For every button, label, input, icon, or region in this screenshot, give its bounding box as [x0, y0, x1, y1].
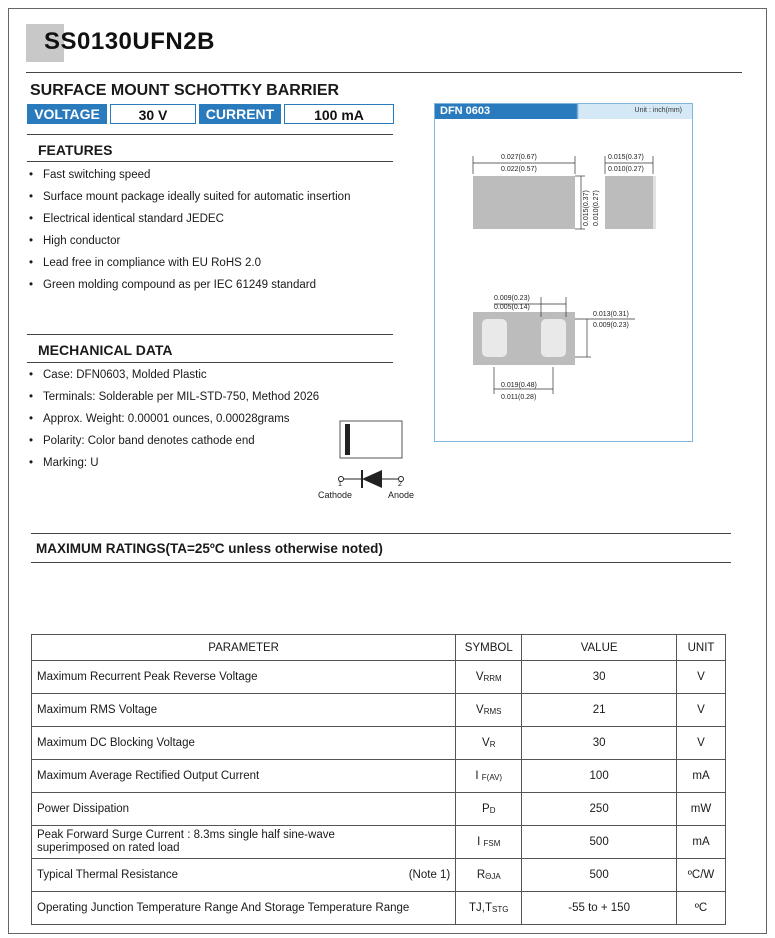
features-list [29, 168, 350, 300]
param-cell [32, 727, 456, 760]
product-subtitle: SURFACE MOUNT SCHOTTKY BARRIER [30, 82, 340, 99]
side-view-body [605, 176, 653, 229]
ratings-table [31, 634, 726, 925]
symbol-sub: D [489, 806, 496, 815]
param-note: (Note 1) [408, 869, 451, 881]
dim-height-max: 0.015(0.37) [583, 190, 590, 226]
symbol-sub: FSM [483, 839, 501, 848]
dim-side-min: 0.010(0.27) [608, 166, 644, 173]
symbol-main: I [475, 770, 482, 782]
dim-pad-max: 0.009(0.23) [494, 295, 530, 302]
dim-pad-min: 0.005(0.14) [494, 304, 530, 311]
top-view-body [473, 176, 575, 229]
symbol-main: R [476, 869, 486, 881]
value-cell: 30 [522, 727, 677, 760]
param-cell [32, 826, 456, 859]
cathode-band [345, 424, 350, 455]
package-name: DFN 0603 [440, 105, 491, 117]
list-item: • Approx. Weight: 0.00001 ounces, 0.00028grams [29, 412, 319, 434]
anode-label: Anode [388, 490, 415, 500]
value-cell: 250 [522, 793, 677, 826]
symbol-sub: F(AV) [481, 773, 503, 782]
unit-cell: ºC/W [677, 859, 726, 892]
unit-cell: V [677, 661, 726, 694]
symbol-sub: STG [492, 905, 509, 914]
param-cell [32, 859, 456, 892]
pin2-label: 2 [398, 481, 402, 488]
symbol-main: P [482, 803, 490, 815]
symbol-main: TJ,T [469, 902, 493, 914]
param-text: Maximum Average Rectified Output Current [37, 770, 260, 782]
mechanical-list [29, 368, 319, 478]
dim-side-max: 0.015(0.37) [608, 154, 644, 161]
package-unit: Unit : inch(mm) [634, 107, 682, 114]
symbol-main: V [476, 704, 484, 716]
param-text: Typical Thermal Resistance [37, 869, 179, 881]
table-row [32, 892, 726, 925]
param-text: Maximum RMS Voltage [37, 704, 158, 716]
side-view-edge [653, 176, 656, 229]
ratings-body [32, 661, 726, 925]
features-top-rule [27, 134, 393, 135]
param-text: Maximum DC Blocking Voltage [37, 737, 195, 749]
dim-gap-max: 0.019(0.48) [501, 382, 537, 389]
value-cell: 30 [522, 661, 677, 694]
col-parameter: PARAMETER [32, 635, 456, 661]
value-cell: -55 to + 150 [522, 892, 677, 925]
value-cell: 500 [522, 859, 677, 892]
dim-length-min: 0.022(0.57) [501, 166, 537, 173]
table-row [32, 859, 726, 892]
table-header-row [32, 635, 726, 661]
mechanical-top-rule [27, 334, 393, 335]
dim-pad-height-min: 0.009(0.23) [593, 322, 629, 329]
symbol-main: I [477, 836, 484, 848]
list-item: • Polarity: Color band denotes cathode end [29, 434, 319, 456]
right-pad [541, 319, 566, 357]
symbol-sub: ΘJA [485, 872, 501, 881]
dim-pad-height-max: 0.013(0.31) [593, 311, 629, 318]
param-text: Power Dissipation [37, 803, 130, 815]
dim-length-max: 0.027(0.67) [501, 154, 537, 161]
param-text: Peak Forward Surge Current : 8.3ms single half sine-wave superimposed on rated load [37, 829, 335, 854]
symbol-sub: RRM [483, 674, 502, 683]
list-item: • High conductor [29, 234, 350, 256]
mechanical-bottom-rule [27, 362, 393, 363]
unit-cell: mW [677, 793, 726, 826]
list-item: • Lead free in compliance with EU RoHS 2.0 [29, 256, 350, 278]
list-item: • Case: DFN0603, Molded Plastic [29, 368, 319, 390]
symbol-main: V [475, 671, 484, 683]
title-divider [26, 72, 742, 73]
unit-cell: V [677, 694, 726, 727]
package-outline-panel [434, 103, 693, 442]
voltage-label: VOLTAGE [27, 104, 107, 124]
param-cell [32, 661, 456, 694]
symbol-cell [456, 826, 522, 859]
symbol-sub: R [489, 740, 496, 749]
features-bottom-rule [27, 161, 393, 162]
symbol-cell [456, 859, 522, 892]
symbol-cell [456, 760, 522, 793]
dim-gap-min: 0.011(0.28) [501, 394, 537, 401]
symbol-main: V [482, 737, 490, 749]
value-cell: 100 [522, 760, 677, 793]
list-item: • Electrical identical standard JEDEC [29, 212, 350, 234]
unit-cell: mA [677, 760, 726, 793]
param-cell [32, 892, 456, 925]
left-pad [482, 319, 507, 357]
col-unit: UNIT [677, 635, 726, 661]
symbol-cell [456, 727, 522, 760]
current-value: 100 mA [284, 104, 394, 124]
param-cell [32, 760, 456, 793]
value-cell: 500 [522, 826, 677, 859]
mechanical-title: MECHANICAL DATA [38, 342, 173, 358]
col-symbol: SYMBOL [456, 635, 522, 661]
pin1-label: 1 [338, 481, 342, 488]
ratings-title: MAXIMUM RATINGS(TA=25ºC unless otherwise noted) [36, 541, 383, 556]
ratings-bottom-rule [31, 562, 731, 563]
col-value: VALUE [522, 635, 677, 661]
table-row [32, 760, 726, 793]
list-item: • Terminals: Solderable per MIL-STD-750, Method 2026 [29, 390, 319, 412]
table-row [32, 694, 726, 727]
param-cell [32, 793, 456, 826]
param-text: Operating Junction Temperature Range And Storage Temperature Range [37, 902, 410, 914]
diode-triangle [362, 470, 382, 488]
table-row [32, 793, 726, 826]
table-row [32, 826, 726, 859]
list-item: • Marking: U [29, 456, 319, 478]
package-drawing [435, 104, 694, 443]
table-row [32, 727, 726, 760]
unit-cell: mA [677, 826, 726, 859]
features-title: FEATURES [38, 142, 113, 158]
page-title: SS0130UFN2B [44, 28, 215, 55]
table-row [32, 661, 726, 694]
list-item: • Surface mount package ideally suited for automatic insertion [29, 190, 350, 212]
symbol-cell [456, 661, 522, 694]
param-text: Maximum Recurrent Peak Reverse Voltage [37, 671, 258, 683]
voltage-value: 30 V [110, 104, 196, 124]
dim-height-min: 0.010(0.27) [593, 190, 600, 226]
symbol-sub: RMS [483, 707, 502, 716]
cathode-label: Cathode [318, 490, 353, 500]
ratings-top-rule [31, 533, 731, 534]
symbol-cell [456, 694, 522, 727]
value-cell: 21 [522, 694, 677, 727]
list-item: • Fast switching speed [29, 168, 350, 190]
current-label: CURRENT [199, 104, 281, 124]
list-item: • Green molding compound as per IEC 61249 standard [29, 278, 350, 300]
param-cell [32, 694, 456, 727]
unit-cell: ºC [677, 892, 726, 925]
unit-cell: V [677, 727, 726, 760]
symbol-cell [456, 892, 522, 925]
symbol-cell [456, 793, 522, 826]
